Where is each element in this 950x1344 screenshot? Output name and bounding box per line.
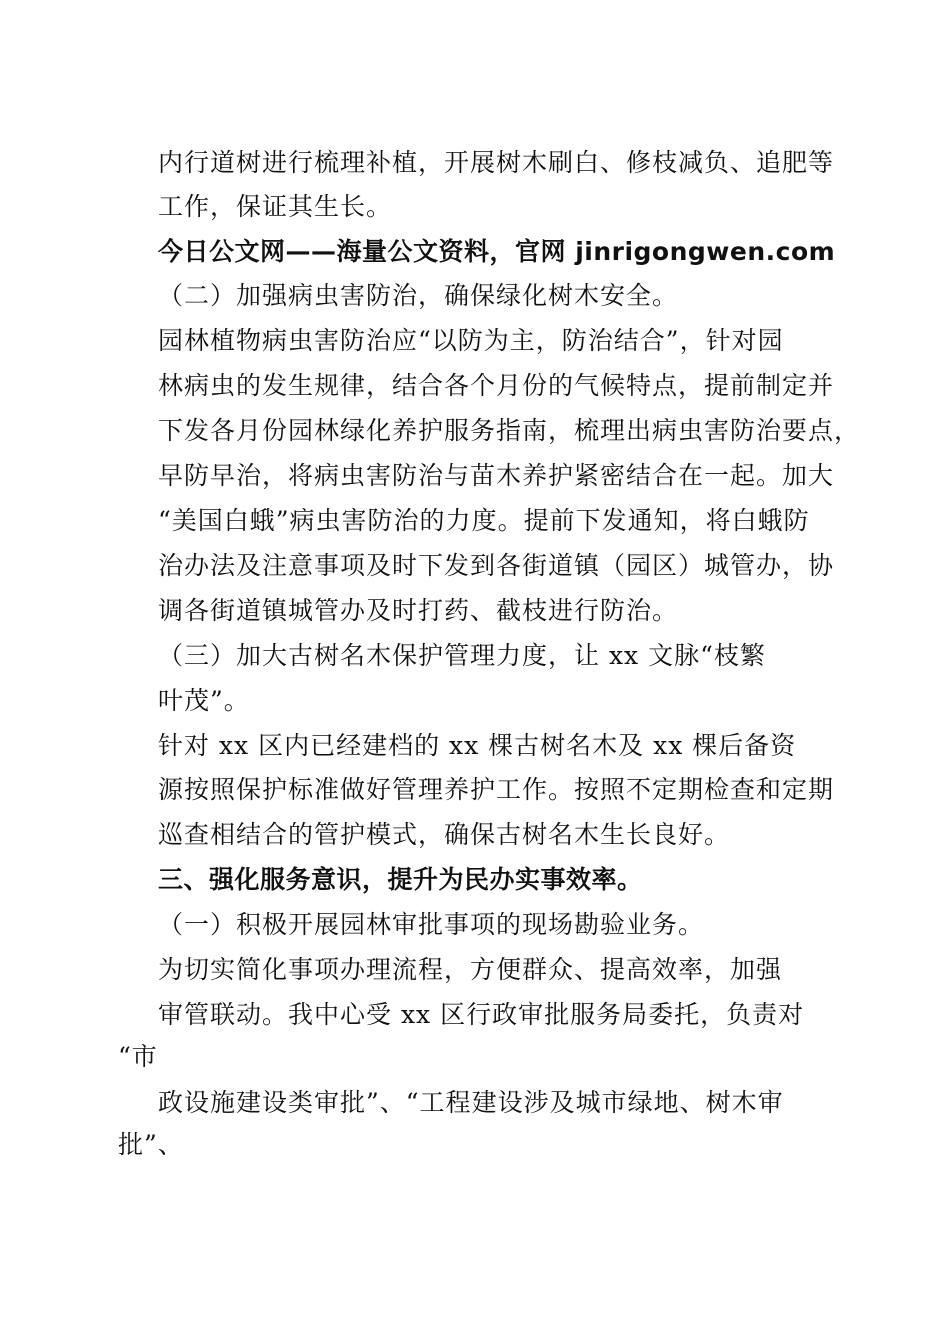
body-text-line: 调各街道镇城管办及时打药、截枝进行防治。	[158, 596, 679, 625]
section-heading: （二）加强病虫害防治，确保绿化树木安全。	[158, 281, 679, 310]
body-text-line: 针对 xx 区内已经建档的 xx 棵古树名木及 xx 棵后备资	[158, 731, 797, 760]
body-text-line: 园林植物病虫害防治应“以防为主，防治结合”，针对园	[158, 326, 784, 355]
body-text-line: 批”、	[118, 1130, 184, 1159]
section-heading-continued: 叶茂”。	[158, 686, 250, 715]
body-text-line: 工作，保证其生长。	[158, 192, 393, 221]
body-text-line: 巡查相结合的管护模式，确保古树名木生长良好。	[158, 820, 731, 849]
chapter-heading: 三、强化服务意识，提升为民办实事效率。	[158, 865, 643, 894]
body-text-line: 林病虫的发生规律，结合各个月份的气候特点，提前制定并	[158, 371, 835, 400]
section-heading: （一）积极开展园林审批事项的现场勘验业务。	[158, 910, 705, 939]
body-text-line: 早防早治，将病虫害防治与苗木养护紧密结合在一起。加大	[158, 461, 835, 490]
section-heading: （三）加大古树名木保护管理力度，让 xx 文脉“枝繁	[158, 641, 766, 670]
body-text-line: “市	[118, 1042, 158, 1071]
body-text-line: 源按照保护标准做好管理养护工作。按照不定期检查和定期	[158, 775, 835, 804]
body-text-line: “美国白蛾”病虫害防治的力度。提前下发通知，将白蛾防	[158, 506, 810, 535]
body-text-line: 审管联动。我中心受 xx 区行政审批服务局委托，负责对	[158, 1000, 805, 1029]
watermark-banner: 今日公文网——海量公文资料，官网 jinrigongwen.com	[158, 237, 836, 266]
body-text-line: 政设施建设类审批”、“工程建设涉及城市绿地、树木审	[158, 1088, 784, 1117]
body-text-line: 治办法及注意事项及时下发到各街道镇（园区）城管办，协	[158, 551, 835, 580]
body-text-line: 为切实简化事项办理流程，方便群众、提高效率，加强	[158, 955, 783, 984]
body-text-line: 下发各月份园林绿化养护服务指南，梳理出病虫害防治要点，	[158, 416, 861, 445]
body-text-line: 内行道树进行梳理补植，开展树木刷白、修枝减负、追肥等	[158, 148, 835, 177]
